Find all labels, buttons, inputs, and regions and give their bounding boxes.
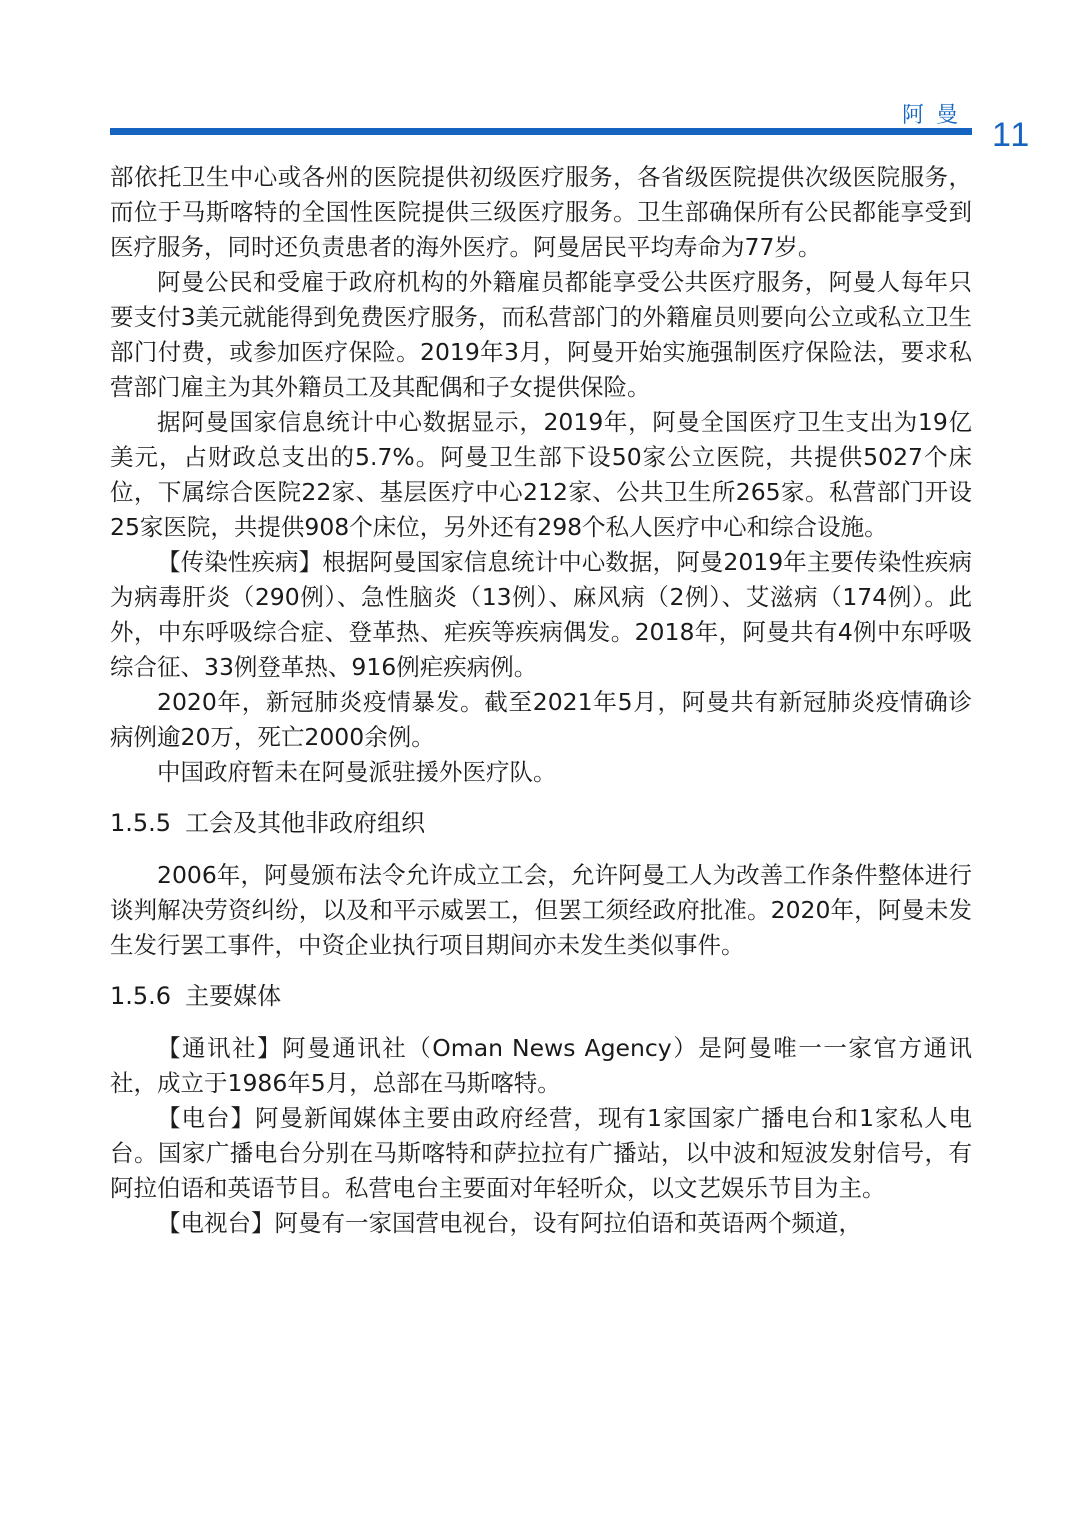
section-heading-1-5-6: [110, 977, 972, 1015]
page-body: [110, 160, 972, 1241]
paragraph-health-statistics: 据阿曼国家信息统计中心数据显示，2019年，阿曼全国医疗卫生支出为19亿美元，占财政总支出的5.7%。阿曼卫生部下设50家公立医院，共提供5027个床位，下属综合医院22家、基层医疗中心212家、公共卫生所265家。私营部门开设25家医院，共提供908个床位，另外还有298个私人医疗中心和综合设施。: [110, 408, 972, 541]
paragraph-health-services: 部依托卫生中心或各州的医院提供初级医疗服务，各省级医院提供次级医院服务，而位于马斯喀特的全国性医院提供三级医疗服务。卫生部确保所有公民都能享受到医疗服务，同时还负责患者的海外医疗。阿曼居民平均寿命为77岁。: [110, 163, 972, 261]
paragraph-trade-unions: 2006年，阿曼颁布法令允许成立工会，允许阿曼工人为改善工作条件整体进行谈判解决劳资纠纷，以及和平示威罢工，但罢工须经政府批准。2020年，阿曼未发生发行罢工事件，中资企业执行项目期间亦未发生类似事件。: [110, 861, 972, 959]
paragraph-covid: 2020年，新冠肺炎疫情暴发。截至2021年5月，阿曼共有新冠肺炎疫情确诊病例逾20万，死亡2000余例。: [110, 688, 972, 751]
paragraph-medical-team: 中国政府暂未在阿曼派驻援外医疗队。: [157, 758, 557, 786]
paragraph-infectious-diseases: 【传染性疾病】根据阿曼国家信息统计中心数据，阿曼2019年主要传染性疾病为病毒肝炎（290例）、急性脑炎（13例）、麻风病（2例）、艾滋病（174例）。此外，中东呼吸综合症、登革热、疟疾等疾病偶发。2018年，阿曼共有4例中东呼吸综合征、33例登革热、916例疟疾病例。: [110, 548, 972, 681]
section-title: 主要媒体: [185, 982, 282, 1010]
paragraph-news-agency: 【通讯社】阿曼通讯社（Oman News Agency）是阿曼唯一一家官方通讯社，成立于1986年5月，总部在马斯喀特。: [110, 1034, 972, 1097]
paragraph-public-healthcare: 阿曼公民和受雇于政府机构的外籍雇员都能享受公共医疗服务，阿曼人每年只要支付3美元就能得到免费医疗服务，而私营部门的外籍雇员则要向公立或私立卫生部门付费，或参加医疗保险。2019年3月，阿曼开始实施强制医疗保险法，要求私营部门雇主为其外籍员工及其配偶和子女提供保险。: [110, 268, 972, 401]
paragraph-radio: 【电台】阿曼新闻媒体主要由政府经营，现有1家国家广播电台和1家私人电台。国家广播电台分别在马斯喀特和萨拉拉有广播站，以中波和短波发射信号，有阿拉伯语和英语节目。私营电台主要面对年轻听众，以文艺娱乐节目为主。: [110, 1104, 972, 1202]
header-rule: [110, 128, 972, 135]
section-number: 1.5.5: [110, 809, 172, 837]
paragraph-television: 【电视台】阿曼有一家国营电视台，设有阿拉伯语和英语两个频道，: [157, 1209, 862, 1237]
section-title: 工会及其他非政府组织: [185, 809, 426, 837]
section-number: 1.5.6: [110, 982, 172, 1010]
section-heading-1-5-5: [110, 804, 972, 842]
running-title: 阿曼: [901, 103, 970, 128]
page-number: 11: [992, 116, 1032, 154]
